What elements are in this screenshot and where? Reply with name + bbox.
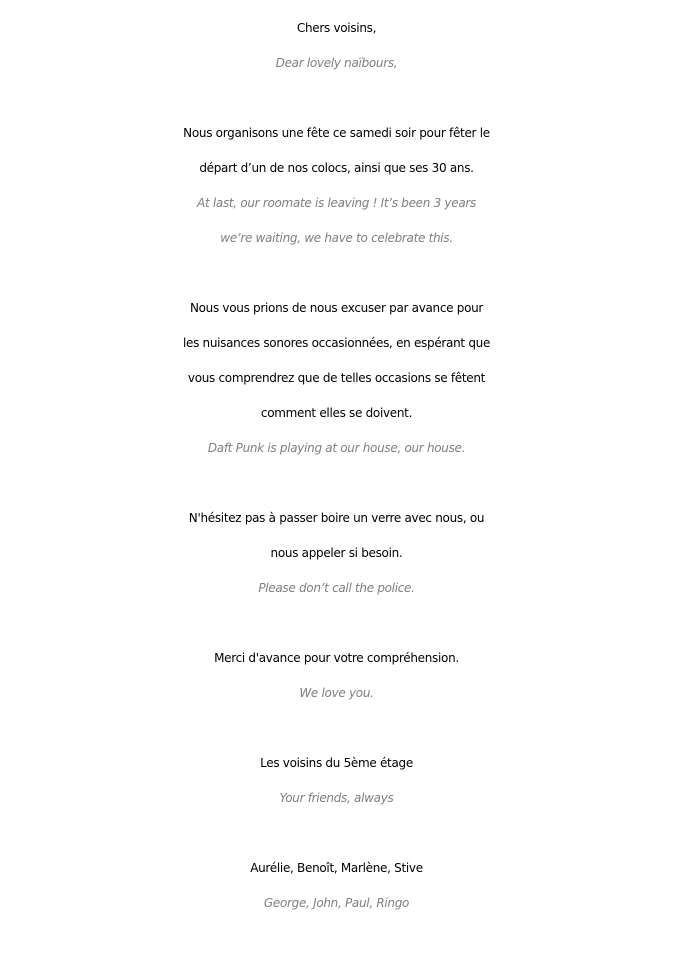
paragraph-thanks xyxy=(0,641,673,711)
paragraph-invitation xyxy=(0,501,673,606)
paragraph-spacer xyxy=(0,606,673,641)
names-english: George, John, Paul, Ringo xyxy=(263,896,410,910)
invitation-english-line: Please don’t call the police. xyxy=(258,581,415,595)
thanks-english: We love you. xyxy=(299,686,374,700)
thanks-french: Merci d'avance pour votre compréhension. xyxy=(214,651,459,665)
signature-block xyxy=(0,746,673,816)
paragraph-apology xyxy=(0,291,673,466)
party-french-line: départ d’un de nos colocs, ainsi que ses 30 ans. xyxy=(199,161,474,175)
paragraph-spacer xyxy=(0,816,673,851)
apology-french-line: vous comprendrez que de telles occasions se fêtent xyxy=(187,371,486,385)
greeting-french: Chers voisins, xyxy=(296,21,377,35)
greeting-block xyxy=(0,11,673,81)
greeting-english: Dear lovely naïbours, xyxy=(275,56,398,70)
party-english-line: we’re waiting, we have to celebrate this. xyxy=(220,231,453,245)
party-french-line: Nous organisons une fête ce samedi soir pour fêter le xyxy=(183,126,490,140)
invitation-french-line: N'hésitez pas à passer boire un verre avec nous, ou xyxy=(188,511,485,525)
names-french: Aurélie, Benoît, Marlène, Stive xyxy=(250,861,423,875)
apology-french-line: comment elles se doivent. xyxy=(260,406,413,420)
party-english-line: At last, our roomate is leaving ! It’s been 3 years xyxy=(197,196,476,210)
paragraph-spacer xyxy=(0,466,673,501)
paragraph-party xyxy=(0,116,673,256)
signature-english: Your friends, always xyxy=(279,791,394,805)
invitation-french-line: nous appeler si besoin. xyxy=(270,546,403,560)
apology-english-line: Daft Punk is playing at our house, our house. xyxy=(207,441,466,455)
signature-french: Les voisins du 5ème étage xyxy=(260,756,413,770)
paragraph-spacer xyxy=(0,711,673,746)
paragraph-spacer xyxy=(0,81,673,116)
paragraph-spacer xyxy=(0,256,673,291)
apology-french-line: les nuisances sonores occasionnées, en espérant que xyxy=(182,336,491,350)
apology-french-line: Nous vous prions de nous excuser par avance pour xyxy=(189,301,484,315)
names-block xyxy=(0,851,673,921)
